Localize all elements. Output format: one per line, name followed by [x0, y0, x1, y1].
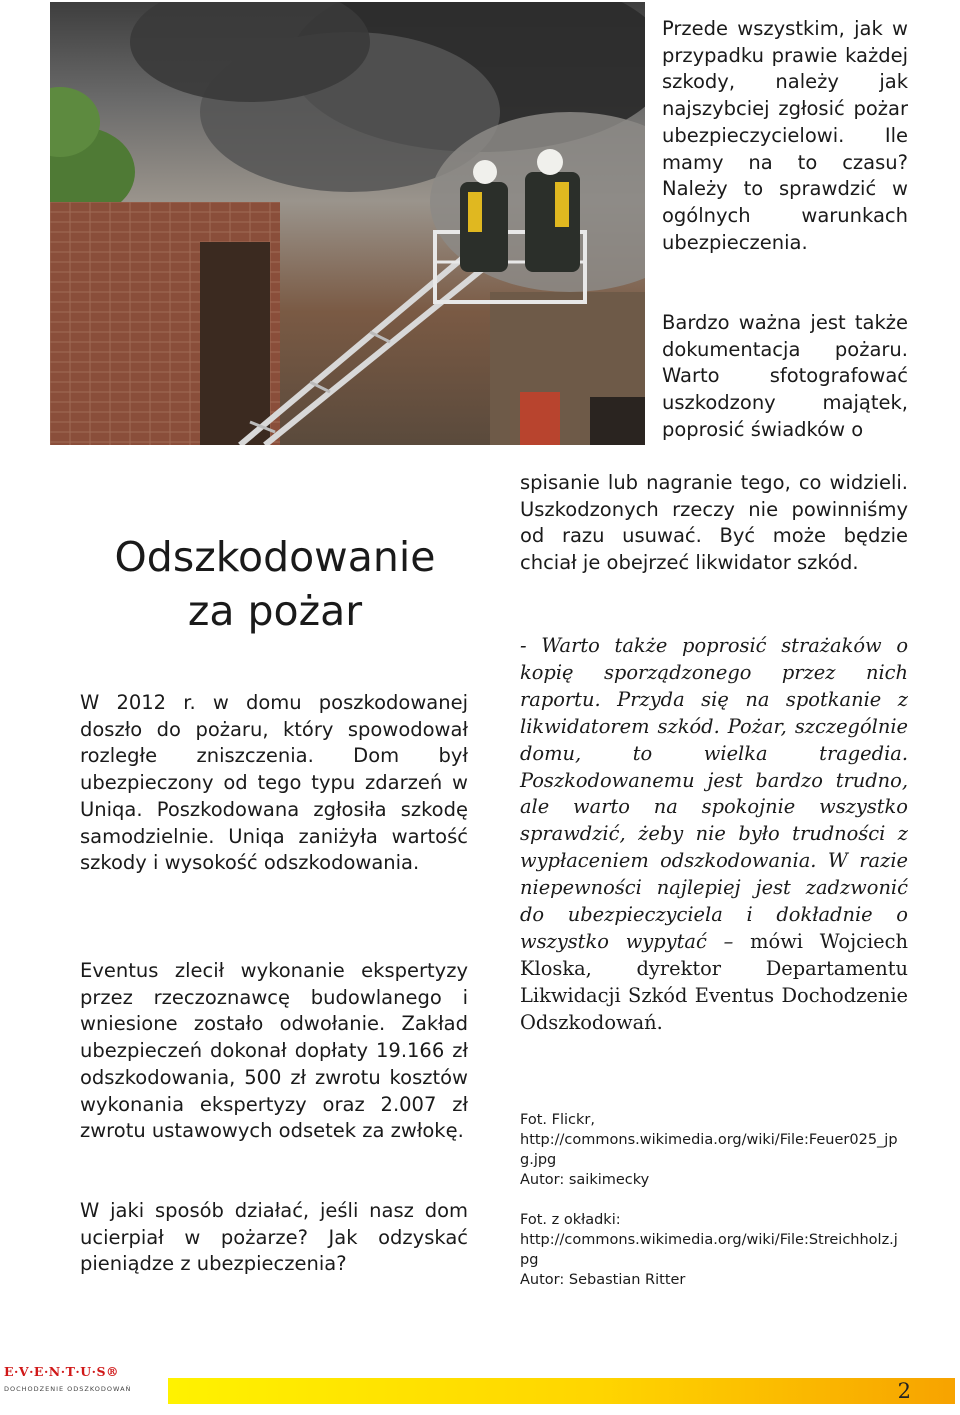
- quote-text: - Warto także poprosić strażaków o kopię sporządzonego przez nich raportu. Przyda się na spotkanie z likwidatorem szkód. Pożar, szczególnie domu, to wielka tragedia. Poszkodowanemu jest bardzo trudno, ale warto na spokojnie wszystko sprawdzić, żeby nie było trudności z wypłaceniem odszkodowania. W razie niepewności najlepiej jest zadzwonić do ubezpieczyciela i dokładnie o wszystko wypytać –: [520, 634, 908, 953]
- footer-bar: [168, 1378, 955, 1404]
- logo-letters: E·V·E·N·T·U·S®: [4, 1364, 120, 1379]
- credit-1-author: Autor: saikimecky: [520, 1172, 650, 1188]
- expert-quote: [520, 633, 908, 1037]
- right-paragraph-2-wide: spisanie lub nagranie tego, co widzieli. Uszkodzonych rzeczy nie powinniśmy od razu usuwać. Być może będzie chciał je obejrzeć likwidator szkód.: [520, 471, 908, 575]
- credit-2-source: Fot. z okładki:: [520, 1212, 621, 1228]
- article-title: [50, 530, 500, 638]
- firefighters-image: [50, 2, 645, 445]
- eventus-logo: [4, 1364, 164, 1404]
- article-photo: [50, 2, 645, 445]
- right-paragraph-1: Przede wszystkim, jak w przypadku prawie każdej szkody, należy jak najszybciej zgłosić pożar ubezpieczycielowi. Ile mamy na to czasu? Należy to sprawdzić w ogólnych warunkach ubezpieczenia.: [662, 17, 908, 254]
- photo-credit-2: [520, 1210, 905, 1290]
- credit-2-url: http://commons.wikimedia.org/wiki/File:Streichholz.jpg: [520, 1232, 898, 1268]
- credit-1-source: Fot. Flickr,: [520, 1112, 595, 1128]
- left-paragraph-2: Eventus zlecił wykonanie ekspertyzy przez rzeczoznawcę budowlanego i wniesione zostało odwołanie. Zakład ubezpieczeń dokonał dopłaty 19.166 zł odszkodowania, 500 zł zwrotu kosztów wykonania ekspertyzy oraz 2.007 zł zwrotu ustawowych odsetek za zwłokę.: [80, 959, 468, 1143]
- photo-credit-1: [520, 1110, 905, 1190]
- credit-2-author: Autor: Sebastian Ritter: [520, 1272, 686, 1288]
- left-paragraph-1: W 2012 r. w domu poszkodowanej doszło do pożaru, który spowodował rozległe zniszczenia. Dom był ubezpieczony od tego typu zdarzeń w Uniqa. Poszkodowana zgłosiła szkodę samodzielnie. Uniqa zaniżyła wartość szkody i wysokość odszkodowania.: [80, 691, 468, 875]
- title-line-1: Odszkodowanie: [114, 533, 436, 581]
- title-line-2: za pożar: [187, 587, 363, 635]
- right-paragraph-2-narrow: Bardzo ważna jest także dokumentacja pożaru. Warto sfotografować uszkodzony majątek, poprosić świadków o: [662, 311, 908, 441]
- left-paragraph-3: W jaki sposób działać, jeśli nasz dom ucierpiał w pożarze? Jak odzyskać pieniądze z ubezpieczenia?: [80, 1199, 468, 1276]
- credit-1-url: http://commons.wikimedia.org/wiki/File:Feuer025_jpg.jpg: [520, 1132, 898, 1168]
- logo-tagline: DOCHODZENIE ODSZKODOWAŃ: [4, 1385, 132, 1393]
- page-number: 2: [897, 1379, 911, 1403]
- quote-attribution: mówi Wojciech Kloska, dyrektor Departamentu Likwidacji Szkód Eventus Dochodzenie Odszkodowań.: [520, 929, 908, 1034]
